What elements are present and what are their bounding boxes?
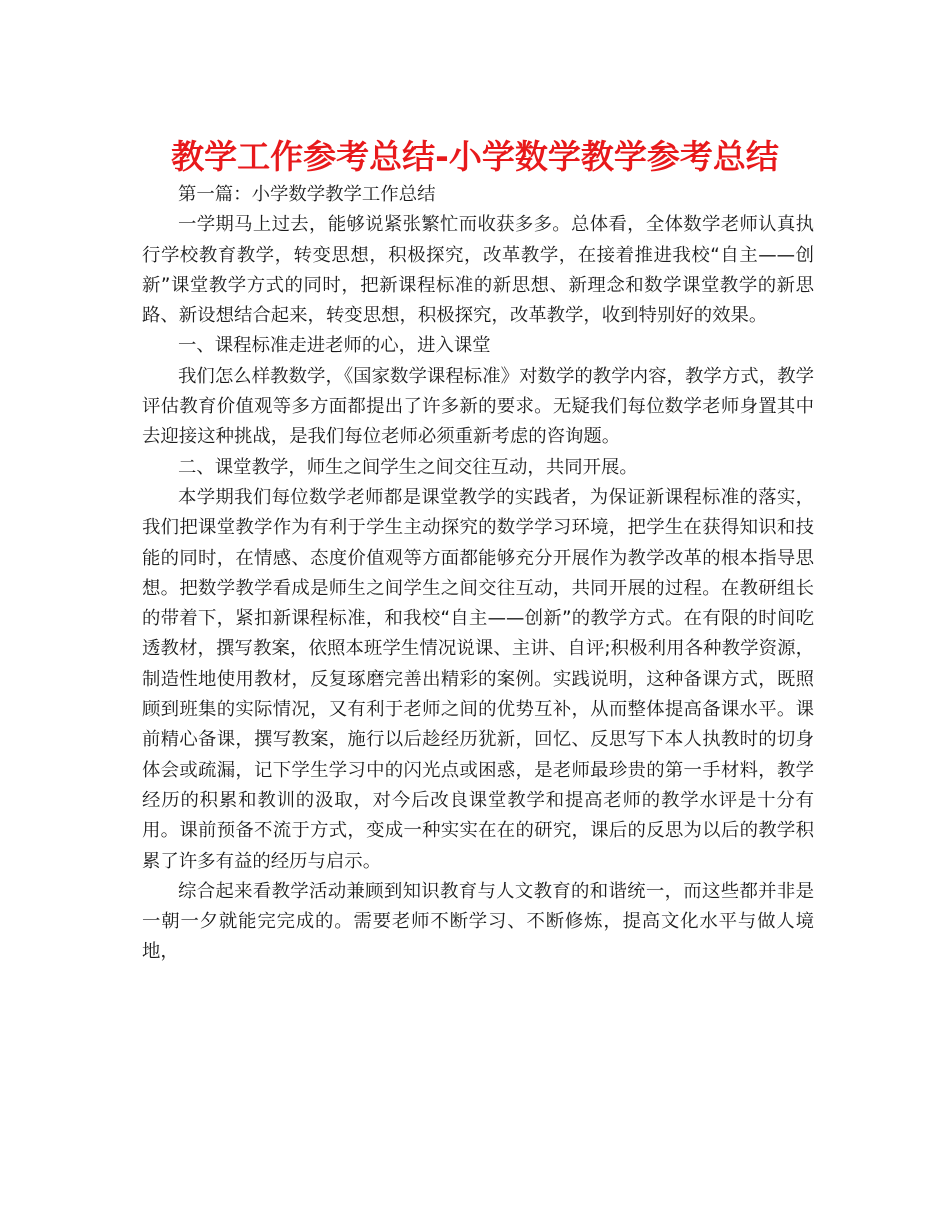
section-heading-part-one: 第一篇：小学数学教学工作总结 [178, 184, 436, 205]
paragraph-classroom: 本学期我们每位数学老师都是课堂教学的实践者，为保证新课程标准的落实，我们把课堂教学作为有利于学生主动探究的数学学习环境，把学生在获得知识和技能的同时，在情感、态度价值观等方面都能够充分开展作为教学改革的根本指导思想。把数学教学看成是师生之间学生之间交往互动，共同开展的过程。在教研组长的带着下，紧扣新课程标准，和我校“自主——创新”的教学方式。在有限的时间吃透教材，撰写教案，依照本班学生情况说课、主讲、自评;积极利用各种教学资源，制造性地使用教材，反复琢磨完善出精彩的案例。实践说明，这种备课方式，既照顾到班集的实际情况，又有利于老师之间的优势互补，从而整体提高备课水平。课前精心备课，撰写教案，施行以后趁经历犹新，回忆、反思写下本人执教时的切身体会或疏漏，记下学生学习中的闪光点或困惑，是老师最珍贵的第一手材料，教学经历的积累和教训的汲取，对今后改良课堂教学和提高老师的教学水评是十分有用。课前预备不流于方式，变成一种实实在在的研究，课后的反思为以后的教学积累了许多有益的经历与启示。 [142, 486, 814, 872]
section-heading-curriculum: 一、课程标准走进老师的心，进入课堂 [178, 335, 491, 357]
paragraph-curriculum: 我们怎么样教数学，《国家数学课程标准》对数学的教学内容，教学方式，教学评估教育价值观等多方面都提出了许多新的要求。无疑我们每位数学老师身置其中去迎接这种挑战，是我们每位老师必须重新考虑的咨询题。 [142, 365, 814, 448]
paragraph-summary: 综合起来看教学活动兼顾到知识教育与人文教育的和谐统一，而这些都并非是一朝一夕就能完完成的。需要老师不断学习、不断修炼，提高文化水平与做人境地， [142, 880, 814, 963]
section-heading-classroom: 二、课堂教学，师生之间学生之间交往互动，共同开展。 [178, 456, 638, 478]
paragraph-intro: 一学期马上过去，能够说紧张繁忙而收获多多。总体看，全体数学老师认真执行学校教育教学，转变思想，积极探究，改革教学，在接着推进我校“自主——创新”课堂教学方式的同时，把新课程标准的新思想、新理念和数学课堂教学的新思路、新设想结合起来，转变思想，积极探究，改革教学，收到特别好的效果。 [142, 214, 814, 327]
document-body [142, 180, 814, 968]
document-title: 教学工作参考总结-小学数学教学参考总结 [171, 137, 779, 176]
